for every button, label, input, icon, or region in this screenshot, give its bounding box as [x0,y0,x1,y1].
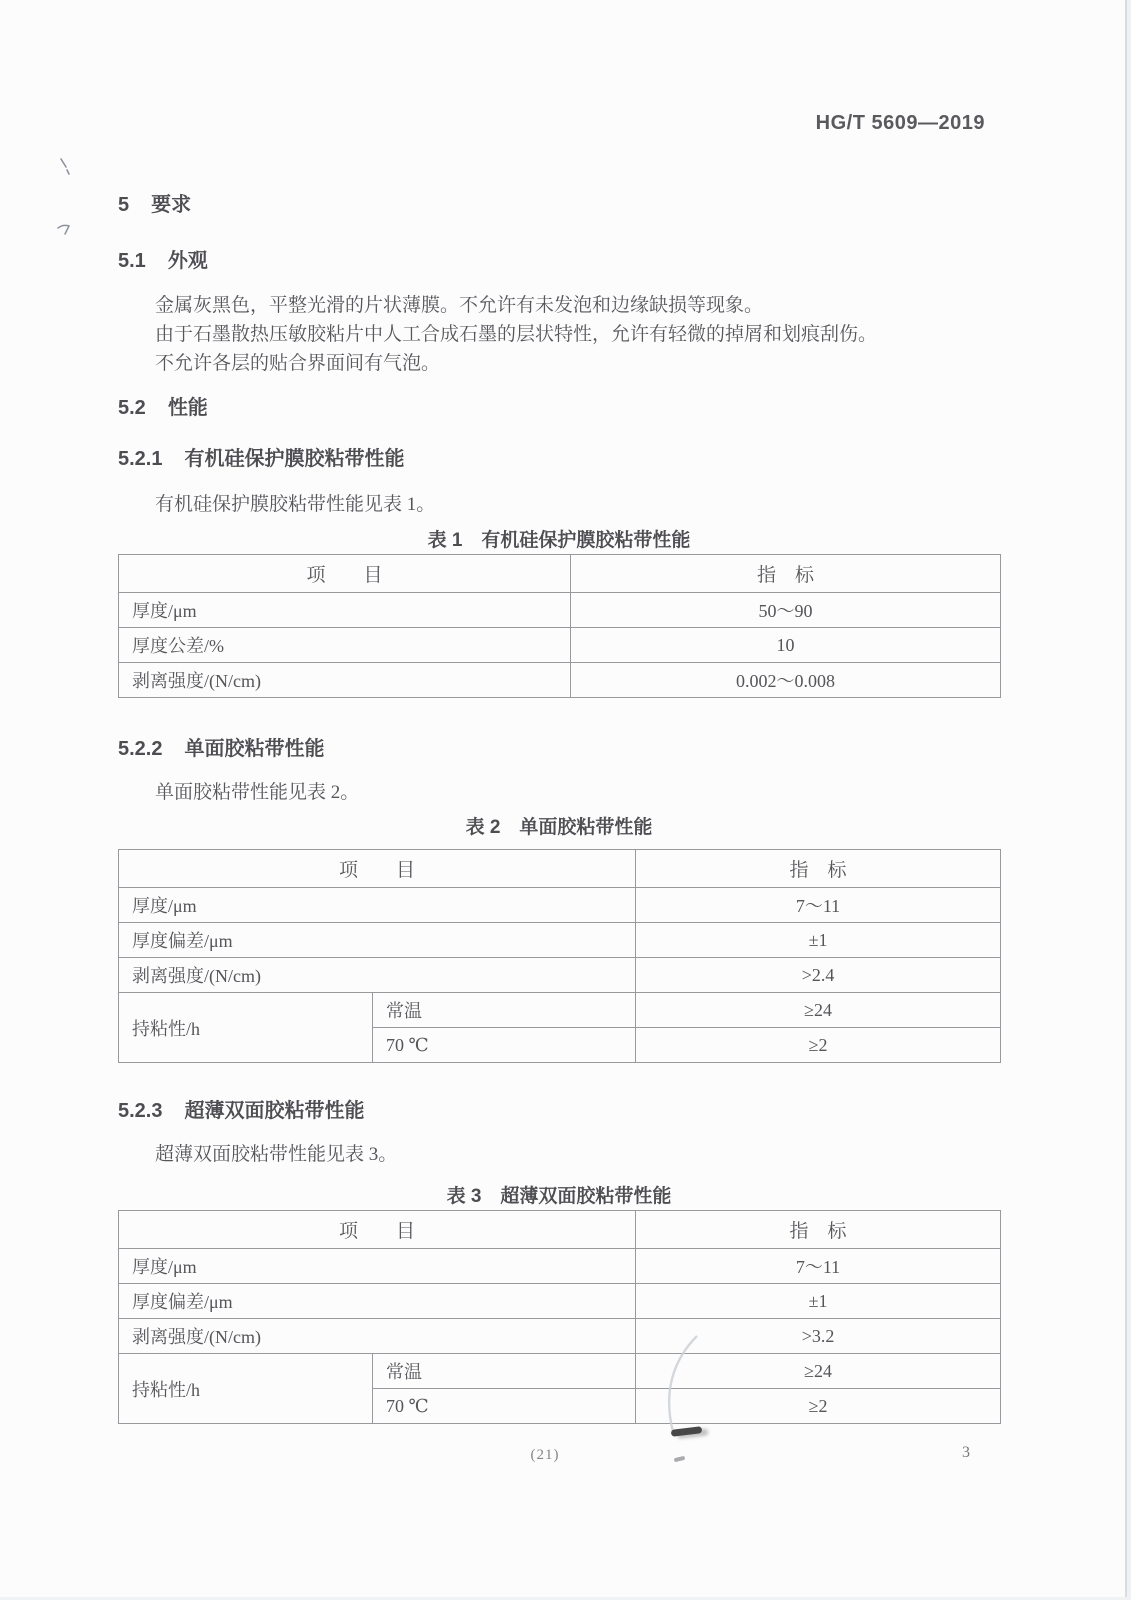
table3-span-label: 持粘性/h [119,1354,373,1424]
table2-row-value: ≥24 [636,993,1001,1028]
section-5-heading [118,188,191,217]
table3-header-item: 项 目 [119,1211,636,1249]
table-row [119,958,1001,993]
table3-row-value: 7～11 [636,1249,1001,1284]
table3-row-label: 厚度偏差/μm [119,1284,636,1319]
pencil-arc-mark [653,1332,713,1437]
table3-caption: 表 3 超薄双面胶粘带性能 [446,1186,672,1207]
table-row [119,993,1001,1028]
section-number: 5 [118,194,130,216]
section-number: 5.2.1 [118,448,163,470]
footer-issue-number: (21) [530,1447,560,1463]
table-header-row [119,1211,1001,1249]
table2-span-label: 持粘性/h [119,993,373,1063]
table2-caption: 表 2 单面胶粘带性能 [465,817,653,838]
table1-caption: 表 1 有机硅保护膜胶粘带性能 [427,530,691,551]
section-title: 超薄双面胶粘带性能 [184,1100,365,1122]
section-number: 5.2.2 [118,738,163,760]
table1-header-item: 项 目 [119,555,571,593]
table2-row-label: 厚度偏差/μm [119,923,636,958]
table3-row-value: ≥2 [636,1389,1001,1424]
table-header-row [119,850,1001,888]
table2-header-item: 项 目 [119,850,636,888]
section-5-2-1-heading [118,442,404,471]
section-title: 外观 [167,250,208,272]
table-row [119,593,1001,628]
table2-row-value: ≥2 [636,1028,1001,1063]
table2-condition: 70 ℃ [373,1028,636,1063]
table2-row-value: >2.4 [636,958,1001,993]
table1 [118,554,1001,698]
table3-condition: 常温 [373,1354,636,1389]
appearance-text-line: 不允许各层的贴合界面间有气泡。 [155,353,441,374]
table1-row-value: 0.002～0.008 [571,663,1001,698]
standard-number: HG/T 5609—2019 [815,112,985,134]
table2-header-value: 指 标 [636,850,1001,888]
appearance-text-line: 由于石墨散热压敏胶粘片中人工合成石墨的层状特性，允许有轻微的掉屑和划痕刮伤。 [155,324,878,345]
table-row [119,888,1001,923]
table1-header-value: 指 标 [571,555,1001,593]
section-number: 5.1 [118,250,146,272]
table3-row-value: ≥24 [636,1354,1001,1389]
footer-page-number: 3 [962,1444,970,1461]
table-row [119,628,1001,663]
table3-row-value: >3.2 [636,1319,1001,1354]
table2-row-value: ±1 [636,923,1001,958]
scan-edge-line [1125,0,1127,1600]
table3-header-value: 指 标 [636,1211,1001,1249]
ink-smudge-small [674,1456,686,1463]
table-row [119,1319,1001,1354]
pencil-mark [56,222,76,238]
table-row [119,923,1001,958]
pencil-mark [57,157,73,177]
section-title: 要求 [151,194,192,216]
table3-row-value: ±1 [636,1284,1001,1319]
table1-row-value: 50～90 [571,593,1001,628]
table2-row-value: 7～11 [636,888,1001,923]
table2-row-label: 厚度/μm [119,888,636,923]
table-row [119,663,1001,698]
section-title: 性能 [167,397,208,419]
table3-row-label: 剥离强度/(N/cm) [119,1319,636,1354]
table1-row-value: 10 [571,628,1001,663]
section-5-2-heading [118,391,208,420]
table2 [118,849,1001,1063]
section-5-2-2-heading [118,732,324,761]
table3-condition: 70 ℃ [373,1389,636,1424]
table2-intro-text: 单面胶粘带性能见表 2。 [155,782,360,803]
table1-intro-text: 有机硅保护膜胶粘带性能见表 1。 [155,494,436,515]
table1-row-label: 厚度公差/% [119,628,571,663]
section-title: 有机硅保护膜胶粘带性能 [184,448,405,470]
section-number: 5.2 [118,397,146,419]
table2-condition: 常温 [373,993,636,1028]
table-row [119,1284,1001,1319]
table3 [118,1210,1001,1424]
section-title: 单面胶粘带性能 [184,738,325,760]
section-5-1-heading [118,244,208,273]
section-5-2-3-heading [118,1094,364,1123]
appearance-text-line: 金属灰黑色，平整光滑的片状薄膜。不允许有未发泡和边缘缺损等现象。 [155,295,764,316]
table-header-row [119,555,1001,593]
table2-row-label: 剥离强度/(N/cm) [119,958,636,993]
section-number: 5.2.3 [118,1100,163,1122]
table-row [119,1354,1001,1389]
table3-intro-text: 超薄双面胶粘带性能见表 3。 [155,1144,398,1165]
table-row [119,1249,1001,1284]
table1-row-label: 剥离强度/(N/cm) [119,663,571,698]
table3-row-label: 厚度/μm [119,1249,636,1284]
table1-row-label: 厚度/μm [119,593,571,628]
